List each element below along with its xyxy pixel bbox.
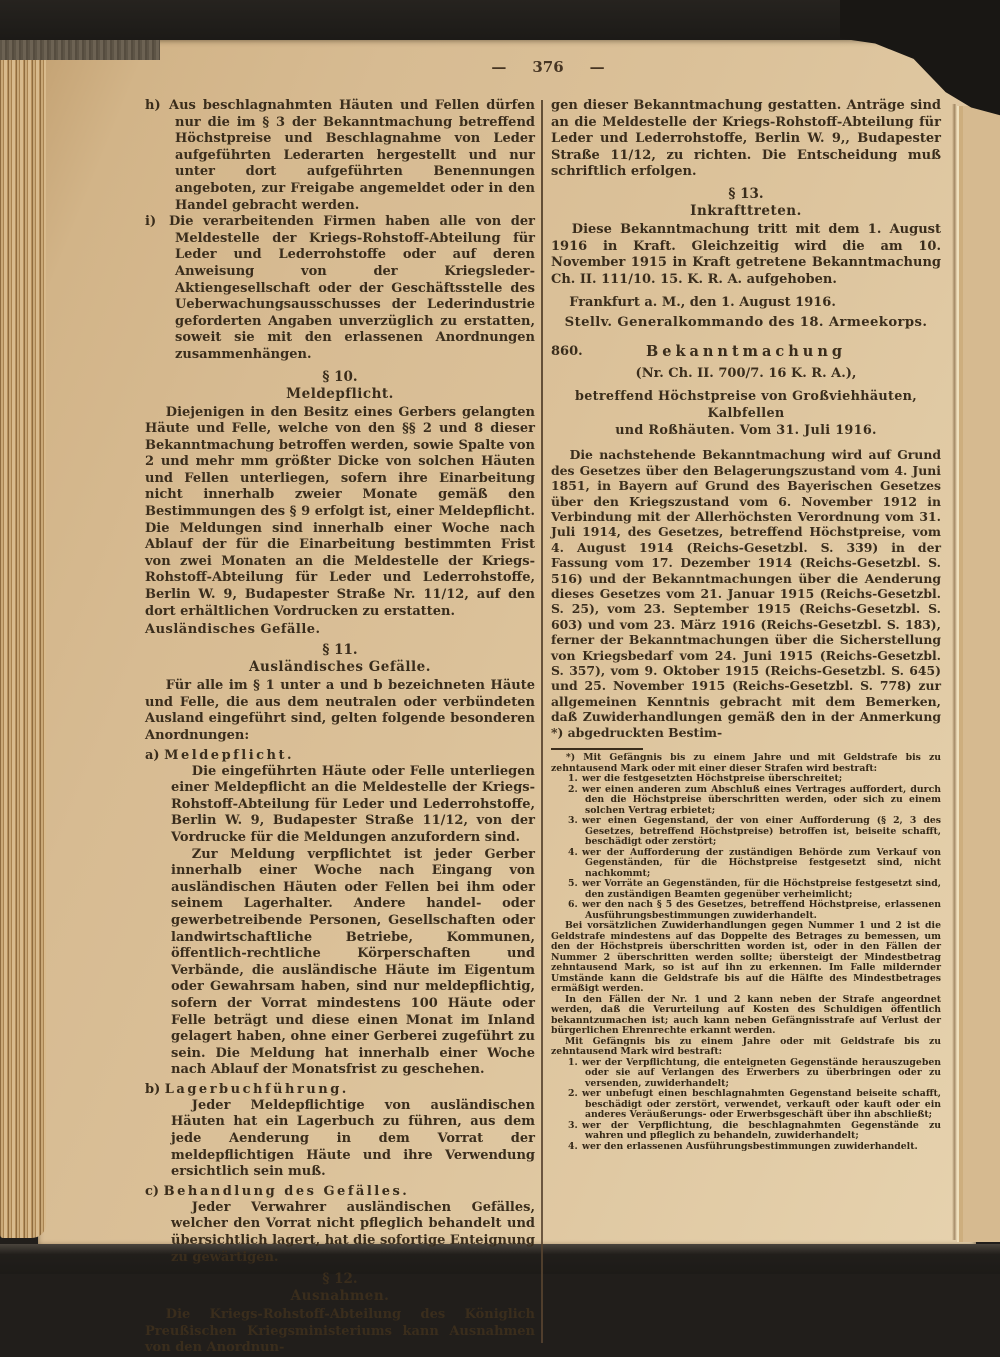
- paragraph-s11-intro: Für alle im § 1 unter a und b bezeichneten Häute und Felle, die aus dem neutralen oder verbündeten Ausland eingeführt sind, gelten folgende besonderen Anordnungen:: [145, 678, 535, 743]
- footnote-item: [551, 816, 941, 848]
- footnote-item-number: 2.: [568, 783, 578, 795]
- next-page-edge: [957, 106, 1000, 1242]
- two-column-layout: [145, 98, 951, 1357]
- footnote-item: [551, 1089, 941, 1121]
- header-dash-right: —: [589, 58, 605, 76]
- section-number-12: § 12.: [322, 1271, 358, 1288]
- footnote-item: [551, 900, 941, 921]
- announcement-heading: [551, 343, 941, 360]
- header-dash-left: —: [491, 58, 507, 76]
- list-item-h: [145, 98, 535, 214]
- subitem-title: Lagerbuchführung.: [164, 1081, 349, 1097]
- section-title-inkrafttreten: Inkrafttreten.: [690, 202, 802, 219]
- page-content: [145, 58, 951, 1357]
- footnote-item-text: wer der Verpflichtung, die beschlagnahmten Gegenstände zu wahren und pfleglich zu behandeln, zuwiderhandelt;: [582, 1119, 941, 1142]
- footnote-item-number: 5.: [568, 878, 578, 890]
- footnote-item-text: wer Vorräte an Gegenständen, für die Höchstpreise festgesetzt sind, den zuständigen Beamten gegenüber verheimlicht;: [582, 878, 941, 900]
- footnote-separator-rule: [551, 748, 643, 750]
- footnote-item-number: 2.: [568, 1088, 578, 1100]
- subitem-title: Meldepflicht.: [164, 747, 295, 763]
- section-title-meldepflicht: Meldepflicht.: [286, 385, 394, 402]
- subitem-label: b): [145, 1081, 161, 1097]
- paragraph-s13: Diese Bekanntmachung tritt mit dem 1. August 1916 in Kraft. Gleichzeitig wird die am 10. November 1915 in Kraft getretene Bekanntmachung Ch. II. 111/10. 15. K. R. A. aufgehoben.: [551, 221, 941, 287]
- paragraph-a1: Die eingeführten Häute oder Felle unterliegen einer Meldepflicht an die Meldestelle der Kriegs-Rohstoff-Abteilung für Leder und Lederrohstoffe, Berlin W. 9, Budapester Straße 11/12, von der Vordrucke für die Meldungen anzufordern sind.: [171, 763, 535, 845]
- item-label: i): [145, 214, 157, 230]
- announcement-number: 860.: [551, 344, 583, 360]
- footnote-item-text: wer einen anderen zum Abschluß eines Vertrages auffordert, durch den die Höchstpreise überschritten werden, oder sich zu einem solchen Vertrag erbietet;: [582, 783, 941, 816]
- footnote-item-number: 4.: [568, 846, 578, 858]
- subitem-label: c): [145, 1183, 160, 1199]
- announcement-subtitle: [551, 388, 941, 439]
- footnote-item-number: 3.: [568, 815, 578, 827]
- section-number-10: § 10.: [322, 368, 358, 385]
- announcement-subtitle-line2: und Roßhäuten. Vom 31. Juli 1916.: [615, 423, 877, 439]
- section-number-13: § 13.: [728, 185, 764, 202]
- footnote-item: [551, 1058, 941, 1090]
- page-number-header: [145, 58, 951, 76]
- signature-line: Stellv. Generalkommando des 18. Armeekorps.: [564, 315, 928, 331]
- paragraph-continuation: gen dieser Bekanntmachung gestatten. Anträge sind an die Meldestelle der Kriegs-Rohstoff-Abteilung für Leder und Lederrohstoffe, Berlin W. 9,, Budapester Straße 11/12, zu richten. Die Entscheidung muß schriftlich erfolgen.: [551, 98, 941, 180]
- footnote-item: [551, 879, 941, 900]
- footnote-item-text: wer unbefugt einen beschlagnahmten Gegenstand beiseite schafft, beschädigt oder zerstört, verwendet, verkauft oder kauft oder ein anderes Veräußerungs- oder Erwerbsgeschäft über ihn abschließt;: [582, 1088, 941, 1121]
- footnote-lead: *) Mit Gefängnis bis zu einem Jahre und mit Geldstrafe bis zu zehntausend Mark oder mit einer dieser Strafen wird bestraft:: [551, 752, 941, 774]
- page-number: 376: [532, 58, 564, 76]
- item-label: h): [145, 98, 161, 113]
- right-column: [551, 98, 941, 1357]
- paragraph-s12: Die Kriegs-Rohstoff-Abteilung des Königlich Preußischen Kriegsministeriums kann Ausnahmen von den Anordnun-: [145, 1307, 535, 1356]
- footnote-item-text: wer der Aufforderung der zuständigen Behörde zum Verkauf von Gegenständen, für die Höchstpreise festgesetzt sind, nicht nachkommt;: [582, 846, 941, 879]
- subitem-a-heading: [145, 747, 535, 764]
- dateline: Frankfurt a. M., den 1. August 1916.: [569, 295, 836, 311]
- list-item-i: [145, 214, 535, 363]
- footnote-paragraph-1: Bei vorsätzlichen Zuwiderhandlungen gegen Nummer 1 und 2 ist die Geldstrafe mindestens auf das Doppelte des Betrages zu bemessen, um den der Höchstpreis überschritten worden ist, oder in den Fällen der Nummer 2 überschritten werden sollte; übersteigt der Mindestbetrag zehntausend Mark, so ist auf ihn zu erkennen. Im Falle mildernder Umstände kann die Geldstrafe bis auf die Hälfte des Mindestbetrages ermäßigt werden.: [551, 920, 941, 995]
- subitem-c-heading: [145, 1183, 535, 1200]
- paragraph-s10: Diejenigen in den Besitz eines Gerbers gelangten Häute und Felle, welche von den §§ 2 und 8 dieser Bekanntmachung betroffen werden, sowie Spalte von 2 und mehr mm größter Dicke von solchen Häuten und Fellen unterliegen, sofern ihre Einarbeitung nicht innerhalb zweier Monate gemäß den Bestimmungen des § 9 erfolgt ist, einer Meldepflicht. Die Meldungen sind innerhalb einer Woche nach Ablauf der für die Einarbeitung bestimmten Frist von zwei Monaten an die Meldestelle der Kriegs-Rohstoff-Abteilung für Leder und Lederrohstoffe, Berlin W. 9, Budapester Straße Nr. 11/12, auf den dort erhältlichen Vordrucken zu erstatten.: [145, 404, 535, 619]
- section-title-auslaendisches-gefaelle: Ausländisches Gefälle.: [249, 659, 431, 676]
- footnote-item: [551, 1121, 941, 1142]
- footnote-item-number: 6.: [568, 899, 578, 911]
- subitem-b-heading: [145, 1081, 535, 1098]
- announcement-title: Bekanntmachung: [645, 343, 847, 361]
- column-divider-rule: [541, 100, 543, 1343]
- paragraph-b1: Jeder Meldepflichtige von ausländischen Häuten hat ein Lagerbuch zu führen, aus dem jede Aenderung in dem Vorrat der meldepflichtigen Häute und ihre Verwendung ersichtlich sein muß.: [171, 1097, 535, 1180]
- announcement-reference: (Nr. Ch. II. 700/7. 16 K. R. A.),: [635, 366, 857, 382]
- footnote-item-text: wer einen Gegenstand, der von einer Aufforderung (§ 2, 3 des Gesetzes, betreffend Höchstpreise) betroffen ist, beiseite schafft, beschädigt oder zerstört;: [582, 815, 941, 848]
- footnote-lead-2: Mit Gefängnis bis zu einem Jahre oder mit Geldstrafe bis zu zehntausend Mark wird bestraft:: [551, 1035, 941, 1058]
- footnote-item-number: 3.: [568, 1119, 578, 1131]
- sidehead-auslaendisches-gefaelle: Ausländisches Gefälle.: [145, 622, 321, 638]
- footnote-item-text: wer den erlassenen Ausführungsbestimmungen zuwiderhandelt.: [582, 1140, 918, 1152]
- announcement-860: [551, 343, 941, 740]
- paragraph-a2: Zur Meldung verpflichtet ist jeder Gerber innerhalb einer Woche nach Eingang von ausländischen Häuten oder Fellen bei ihm oder seinem Lagerhalter. Andere handel- oder gewerbetreibende Personen, Gesellschaften oder landwirtschaftliche Betriebe, Kommunen, öffentlich-rechtliche Körperschaften und Verbände, die ausländische Häute im Eigentum oder Gewahrsam haben, sind nur meldepflichtig, sofern der Vorrat mindestens 100 Häute oder Felle beträgt und diese einen Monat im Inland gelagert haben, ohne einer Gerberei zugeführt zu sein. Die Meldung hat innerhalb einer Woche nach Ablauf der Monatsfrist zu geschehen.: [171, 846, 535, 1078]
- footnote-item-number: 1.: [568, 773, 578, 785]
- footnote-item: [551, 785, 941, 817]
- section-number-11: § 11.: [322, 642, 358, 659]
- subitem-label: a): [145, 747, 160, 763]
- footnote-item-text: wer den nach § 5 des Gesetzes, betreffend Höchstpreise, erlassenen Ausführungsbestimmungen zuwiderhandelt.: [582, 899, 941, 921]
- item-text: Die verarbeitenden Firmen haben alle von der Meldestelle der Kriegs-Rohstoff-Abteilung für Leder und Lederrohstoffe oder auf deren Anweisung von der Kriegsleder-Aktiengesellschaft oder der Geschäftsstelle des Ueberwachungsausschusses der Lederindustrie geforderten Angaben unverzüglich zu erstatten, soweit sie mit den erlassenen Anordnungen zusammenhängen.: [169, 214, 535, 362]
- paragraph-c1: Jeder Verwahrer ausländischen Gefälles, welcher den Vorrat nicht pfleglich behandelt und übersichtlich lagert, hat die sofortige Enteignung zu gewärtigen.: [171, 1199, 535, 1265]
- page-stack-edge: [0, 40, 46, 1238]
- footnote-item: [551, 1142, 941, 1153]
- paragraph-announcement-body: Die nachstehende Bekanntmachung wird auf Grund des Gesetzes über den Belagerungszustand vom 4. Juni 1851, in Bayern auf Grund des Bayerischen Gesetzes über den Kriegszustand vom 6. November 1912 in Verbindung mit der Allerhöchsten Verordnung vom 31. Juli 1914, des Gesetzes, betreffend Höchstpreise, vom 4. August 1914 (Reichs-Gesetzbl. S. 339) in der Fassung vom 17. Dezember 1914 (Reichs-Gesetzbl. S. 516) und der Bekanntmachungen über die Aenderung dieses Gesetzes vom 21. Januar 1915 (Reichs-Gesetzbl. S. 25), vom 23. September 1915 (Reichs-Gesetzbl. S. 603) und vom 23. März 1916 (Reichs-Gesetzbl. S. 183), ferner der Bekanntmachungen über die Sicherstellung von Kriegsbedarf vom 24. Juni 1915 (Reichs-Gesetzbl. S. 357), vom 9. Oktober 1915 (Reichs-Gesetzbl. S. 645) und 25. November 1915 (Reichs-Gesetzbl. S. 778) zur allgemeinen Kenntnis gebracht mit dem Bemerken, daß Zuwiderhandlungen gemäß den in der Anmerkung *) abgedruckten Bestim-: [551, 447, 941, 740]
- announcement-subtitle-line1: betreffend Höchstpreise von Großviehhäuten, Kalbfellen: [574, 389, 918, 422]
- footnote-block: [551, 753, 941, 1152]
- item-text: Aus beschlagnahmten Häuten und Fellen dürfen nur die im § 3 der Bekanntmachung betreffend Höchstpreise und Beschlagnahme von Leder aufgeführten Lederarten hergestellt und nur unter dort aufgeführten Benennungen angeboten, zur Freigabe angemeldet oder in den Handel gebracht werden.: [169, 98, 535, 213]
- footnote-item-text: wer die festgesetzten Höchstpreise überschreitet;: [582, 773, 843, 785]
- footnote-item: [551, 848, 941, 880]
- footnote-item-number: 4.: [568, 1140, 578, 1152]
- section-title-ausnahmen: Ausnahmen.: [290, 1288, 390, 1305]
- subitem-title: Behandlung des Gefälles.: [163, 1183, 410, 1199]
- left-column: [145, 98, 535, 1357]
- footnote-item-number: 1.: [568, 1056, 578, 1068]
- footnote-item-text: wer der Verpflichtung, die enteigneten Gegenstände herauszugeben oder sie auf Verlangen des Erwerbers zu überbringen oder zu versenden, zuwiderhandelt;: [582, 1056, 941, 1089]
- footnote-paragraph-2: In den Fällen der Nr. 1 und 2 kann neben der Strafe angeordnet werden, daß die Verurteilung auf Kosten des Schuldigen öffentlich bekanntzumachen ist; auch kann neben Gefängnisstrafe auf Verlust der bürgerlichen Ehrenrechte erkannt werden.: [551, 993, 941, 1037]
